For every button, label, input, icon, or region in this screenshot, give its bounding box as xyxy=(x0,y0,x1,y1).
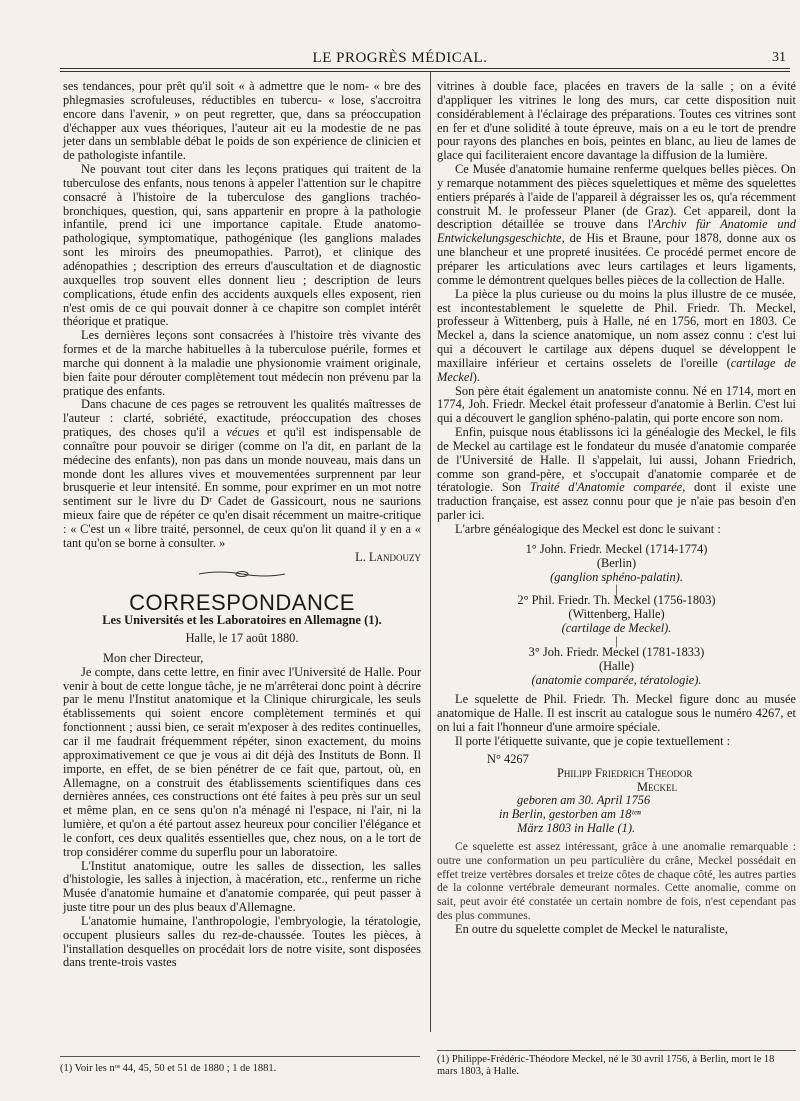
paragraph: En outre du squelette complet de Meckel le naturaliste, xyxy=(455,921,728,936)
salutation: Mon cher Directeur, xyxy=(103,650,204,665)
text-run: , dont il existe une traduction française, est assez connu pour que je n'aie pas besoin d'en parler ici. xyxy=(437,480,796,523)
footnote: (1) Philippe-Frédéric-Théodore Meckel, né le 30 avril 1756, à Berlin, mort le 18 mars 1803, à Halle. xyxy=(437,1050,796,1078)
paragraph: L'anatomie humaine, l'anthropologie, l'embryologie, la tératologie, occupent plusieurs salles du rez-de-chaussée. Toutes les pièces, à l'installation desquelles on procédait lors de notre visite, sont disposées dans trente-trois vastes xyxy=(63,913,421,970)
letter-dateline: Halle, le 17 août 1880. xyxy=(185,631,299,646)
paragraph xyxy=(437,288,796,385)
paragraph: Il porte l'étiquette suivante, que je copie textuellement : xyxy=(455,733,731,748)
label-line xyxy=(487,808,796,822)
emphasis: März 1803 in Halle (1). xyxy=(517,821,636,836)
label-name: Meckel xyxy=(637,779,678,794)
column-divider xyxy=(430,72,431,1032)
emphasis: (anatomie comparée, tératologie). xyxy=(531,672,702,687)
paragraph: L'Institut anatomique, outre les salles de dissection, les salles d'histologie, les salles à injection, à macération, etc., renferme un riche Musée d'anatomie humaine et d'anatomie comparée, qui peut passer à juste titre pour un des plus beaux d'Allemagne. xyxy=(63,858,421,915)
left-column xyxy=(63,80,421,970)
right-column xyxy=(437,80,796,937)
tree-node-name: 3° Joh. Friedr. Meckel (1781-1833) xyxy=(528,644,705,659)
text-run: La pièce la plus curieuse ou du moins la plus illustre de ce musée, est incontestablement le squelette de Phil. Friedr. Th. Meckel, professeur à Wittenberg, puis à Halle, né en 1756, mort en 1803. Ce Meckel a, dans la science anatomique, un nom assez connu : c'est lui qui a découvert le cartilage aux dépens duquel se développent le maxillaire inférieur et certains osselets de l'oreille ( xyxy=(437,286,796,370)
paragraph xyxy=(437,426,796,523)
section-subtitle: Les Universités et les Laboratoires en Allemagne (1). xyxy=(102,613,382,628)
paragraph: ses tendances, pour prêt qu'il soit « à admettre que le nom- « bre des phlegmasies scrofuleuses, réductibles en tubercu- « lose, s'accroitra encore dans l'avenir, » on peut regretter, que, dans sa préoccupation d'échapper aux vues théoriques, l'auteur ait eu la modestie de ne pas jeter dans un semblable débat le poids de son expérience de clinicien et de pathologiste infantile. xyxy=(63,79,421,163)
page-number: 31 xyxy=(772,50,786,65)
label-name: Philipp Friedrich Theodor xyxy=(557,765,693,780)
running-title: LE PROGRÈS MÉDICAL. xyxy=(312,50,488,66)
tree-node-place: (Wittenberg, Halle) xyxy=(568,607,665,622)
paragraph: Je compte, dans cette lettre, en finir avec l'Université de Halle. Pour venir à bout de cette longue tâche, je ne m'arrêterai donc point à décrire par le menu l'Institut anatomique et la Clinique chirurgicale, les seuls établissements qui soient encore complètement terminés et qui fonctionnent ; aussi bien, ce serait m'exposer à des redites continuelles, car il me faudrait fréquemment répéter, sinon exactement, du moins approximativement ce que je vous ai dit déjà des Instituts de Bonn. Il importe, en effet, de se bien pénétrer de ce fait que, partout, où, en Allemagne, on a construit des établissements scientifiques dans ces dernières années, ces constructions ont été faites à peu près sur un seul et même plan, en ce sens qu'on n'a ménagé ni l'espace, ni l'air, ni la lumière, et qu'on a été partout assez heureux pour concilier l'élégance et le confort, ces deux qualités essentielles que, chez nous, on a le tort de trop considérer comme du superflu pour un laboratoire. xyxy=(63,664,421,859)
author-name: L. Landouzy xyxy=(355,549,421,564)
tree-branch: | xyxy=(615,582,618,597)
paragraph: Ce squelette est assez intéressant, grâce à une anomalie remarquable : outre une conformation un peu particulière du crâne, Meckel possédait en effet treize vertèbres dorsales et treize côtes de chaque côté, les autres parties de la colonne vertébrale demeurant normales. Cette anomalie, comme on sait, peut avoir été constatée un certain nombre de fois, n'est cependant pas des plus communes. xyxy=(437,839,796,923)
text-run: Enfin, puisque nous établissons ici la généalogie des Meckel, le fils de Meckel au cartilage est le fondateur du musée d'anatomie comparée de l'Université de Halle. Il s'appelait, lui aussi, Johann Friedrich, comme son grand-père, et s'occupait d'anatomie comparée et de tératologie. Son xyxy=(437,425,796,495)
label-number: N° 4267 xyxy=(487,751,529,766)
text-run: Ce Musée d'anatomie humaine renferme quelques belles pièces. On y remarque notamment des pièces squelettiques et même des squelettes entiers préparés à l'aide de l'appareil à dégraisser les os, qu'a récemment construit M. le professeur Planer (de Graz). Cet appareil, dont la description détaillée se trouve dans l' xyxy=(437,162,796,232)
paragraph: Son père était également un anatomiste connu. Né en 1714, mort en 1774, Joh. Friedr. Meckel était professeur d'anatomie à Berlin. C'est lui qui a découvert le ganglion sphéno-palatin, qui porte encore son nom. xyxy=(437,383,796,426)
paragraph: vitrines à double face, placées en travers de la salle ; on a évité d'appliquer les vitrines le long des murs, car cette disposition nuit considérablement à l'éclairage des préparations. Toutes ces vitrines sont en fer et d'une solidité à toute épreuve, mais on a eu le tort de prendre pour rayons des planches en bois, peintes en blanc, au lieu de lames de glace qui faciliteraient encore davantage la diffusion de la lumière. xyxy=(437,79,796,163)
text-run: , de His et Braune, pour 1878, donne aux os une blancheur et une propreté inusitées. Ce procédé permet encore de préparer les articulations avec leurs cartilages et leurs ligaments, comme le démontrent quelques belles pièces de la collection de Halle. xyxy=(437,231,796,287)
ornamental-rule xyxy=(63,569,421,583)
label-line xyxy=(487,794,796,808)
ornament-icon xyxy=(197,570,287,578)
emphasis: (ganglion sphéno-palatin). xyxy=(550,569,683,584)
signature xyxy=(63,551,421,565)
text-run: ). xyxy=(472,369,480,384)
header-rule xyxy=(60,68,790,72)
paragraph: Ne pouvant tout citer dans les leçons pratiques qui traitent de la tuberculose des enfants, nous tenons à appeler l'attention sur le chapitre consacré à l'histoire de la tuberculose des ganglions trachéo-bronchiques, question, qui, sans appartenir en propre à la pathologie infantile, prend ici une importance capitale. Etude anatomo-pathologique, symptomatique, pathogénique (les ganglions malades sont les miroirs des pneumopathies. Parrot), et clinique des adénopathies ; description des erreurs d'auscultation et de diagnostic auxquelles trop souvent elles donnent lieu ; description de leurs complications, étude enfin des accidents auxquels elles exposent, rien n'est omis de ce qui pouvait donner à ce chapitre son complet intérêt théorique et pratique. xyxy=(63,162,421,329)
tree-node-3 xyxy=(437,646,796,688)
paragraph: L'arbre généalogique des Meckel est donc le suivant : xyxy=(455,522,721,536)
paragraph: Le squelette de Phil. Friedr. Th. Meckel figure donc au musée anatomique de Halle. Il est inscrit au catalogue sous le numéro 4267, et on lui a fait l'honneur d'une armoire spéciale. xyxy=(437,692,796,735)
emphasis: geboren am 30. April 1756 xyxy=(517,793,651,808)
tree-node-name: 1° John. Friedr. Meckel (1714-1774) xyxy=(525,541,708,556)
specimen-label xyxy=(487,753,796,836)
emphasis: vécues xyxy=(226,425,260,440)
text-run: et qu'il est indispensable de connaître pour pouvoir se diriger (comme on l'a dit, en parlant de la médecine des enfants), non pas dans un monde nouveau, mais dans un monde dont les allures vives et mouvementées surprennent par leur brusquerie et leur intensité. En somme, pour exprimer en un mot notre sentiment sur le livre du Dʳ Cadet de Gassicourt, nous ne saurions mieux faire que de répéter ce qu'en disait récemment un maitre-critique : « C'est un « libre traité, personnel, de ceux qu'on lit quand il y en a « tant qu'on se borne à consulter. » xyxy=(63,425,421,550)
tree-branch: | xyxy=(615,633,618,648)
paragraph xyxy=(63,398,421,550)
family-tree xyxy=(437,543,796,688)
paragraph: Les dernières leçons sont consacrées à l'histoire très vivante des formes et de la marche habituelles à la tuberculose puérile, formes et marche qui donnent à la maladie une physionomie vraiment originale, bien faite pour dérouter complètement tout médecin non prévenu par la pratique des enfants. xyxy=(63,328,421,398)
label-line xyxy=(487,822,796,836)
tree-node-name: 2° Phil. Friedr. Th. Meckel (1756-1803) xyxy=(517,593,716,608)
paragraph xyxy=(437,163,796,288)
emphasis: cartilage de Meckel xyxy=(437,355,796,384)
tree-node-note xyxy=(437,674,796,688)
footnote: (1) Voir les nᵒˢ 44, 45, 50 et 51 de 1880 ; 1 de 1881. xyxy=(60,1063,277,1074)
section-title: CORRESPONDANCE xyxy=(129,590,355,616)
tree-node-1 xyxy=(437,543,796,585)
emphasis: in Berlin, gestorben am 18ᵗᵉⁿ xyxy=(499,807,641,822)
emphasis: (cartilage de Meckel). xyxy=(561,621,672,636)
tree-node-place: (Berlin) xyxy=(596,555,637,570)
emphasis: Archiv für Anatomie und Entwickelungsgeschichte xyxy=(437,217,796,246)
footnote-rule xyxy=(60,1056,420,1057)
tree-node-2 xyxy=(437,594,796,636)
emphasis: Traité d'Anatomie comparée xyxy=(529,480,683,495)
tree-node-place: (Halle) xyxy=(598,658,635,673)
text-run: Dans chacune de ces pages se retrouvent les qualités maîtresses de l'auteur : clarté, sobriété, exactitude, préoccupation des choses pratiques, des choses qu'il a xyxy=(63,397,421,440)
